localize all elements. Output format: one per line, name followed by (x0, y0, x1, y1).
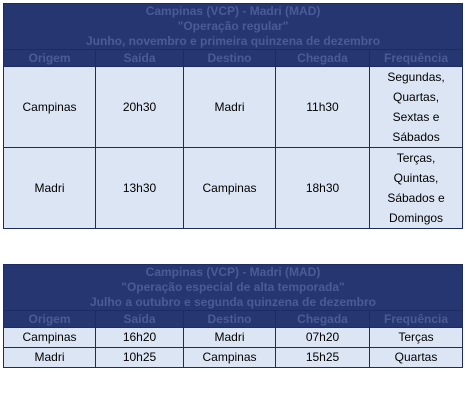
cell-destino: Campinas (184, 348, 276, 368)
column-header-origem: Origem (4, 311, 96, 328)
table-row (4, 328, 463, 348)
period-label: Junho, novembro e primeira quinzena de dezembro (86, 34, 381, 48)
cell-saida: 20h30 (96, 67, 184, 148)
frequency-line: Sábados (392, 130, 440, 144)
cell-frequencia (370, 67, 463, 148)
table-title (4, 265, 463, 311)
frequency-line: Sextas e (392, 110, 440, 124)
column-header-origem: Origem (4, 50, 96, 67)
cell-frequencia: Quartas (370, 348, 463, 368)
operation-type: "Operação especial de alta temporada" (121, 280, 345, 294)
column-header-chegada: Chegada (276, 311, 370, 328)
table-row (4, 67, 463, 148)
frequency-line: Domingos (389, 211, 444, 225)
cell-saida: 13h30 (96, 148, 184, 229)
cell-origem: Madri (4, 148, 96, 229)
schedule-table-high-season (3, 264, 463, 368)
column-header-frequencia: Frequência (370, 50, 463, 67)
cell-origem: Campinas (4, 67, 96, 148)
cell-origem: Madri (4, 348, 96, 368)
column-header-chegada: Chegada (276, 50, 370, 67)
cell-destino: Campinas (184, 148, 276, 229)
column-header-destino: Destino (184, 311, 276, 328)
column-header-row (4, 50, 463, 67)
operation-type: "Operação regular" (177, 19, 289, 33)
table-title (4, 4, 463, 50)
cell-origem: Campinas (4, 328, 96, 348)
table-row (4, 148, 463, 229)
column-header-saida: Saída (96, 50, 184, 67)
cell-destino: Madri (184, 67, 276, 148)
period-label: Julho a outubro e segunda quinzena de dezembro (89, 295, 377, 309)
cell-destino: Madri (184, 328, 276, 348)
frequency-line: Sábados e (387, 191, 445, 205)
schedule-table-regular (3, 3, 463, 229)
cell-chegada: 18h30 (276, 148, 370, 229)
route-title: Campinas (VCP) - Madri (MAD) (145, 4, 321, 18)
column-header-row (4, 311, 463, 328)
frequency-line: Terças, (396, 151, 436, 165)
table-row (4, 348, 463, 368)
cell-frequencia: Terças (370, 328, 463, 348)
cell-saida: 16h20 (96, 328, 184, 348)
cell-frequencia (370, 148, 463, 229)
route-title: Campinas (VCP) - Madri (MAD) (145, 265, 321, 279)
cell-chegada: 15h25 (276, 348, 370, 368)
frequency-line: Quintas, (393, 171, 439, 185)
column-header-destino: Destino (184, 50, 276, 67)
frequency-line: Segundas, (387, 70, 445, 84)
frequency-line: Quartas, (393, 90, 440, 104)
cell-chegada: 07h20 (276, 328, 370, 348)
column-header-frequencia: Frequência (370, 311, 463, 328)
cell-chegada: 11h30 (276, 67, 370, 148)
cell-saida: 10h25 (96, 348, 184, 368)
column-header-saida: Saída (96, 311, 184, 328)
